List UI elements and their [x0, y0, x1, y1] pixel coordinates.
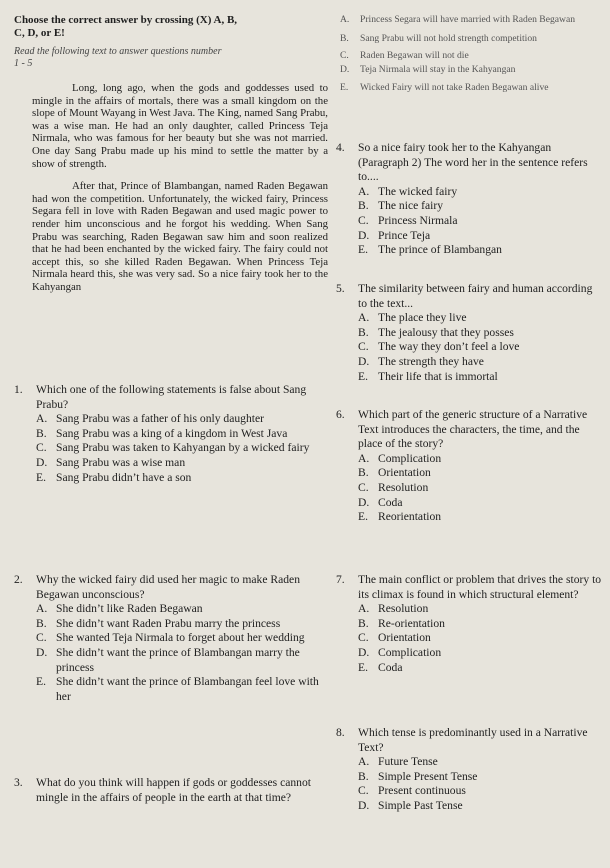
question-number: 2. — [14, 573, 23, 586]
question-number: 7. — [336, 573, 345, 586]
question-6 — [336, 408, 602, 525]
question-7 — [336, 573, 602, 675]
option-b[interactable]: B. Sang Prabu was a king of a kingdom in West Java — [36, 426, 288, 440]
question-number: 8. — [336, 726, 345, 739]
option-a[interactable]: A. The place they live — [358, 311, 467, 325]
option-b[interactable]: B. She didn’t want Raden Prabu marry the princess — [36, 616, 281, 630]
option-a[interactable]: A. Resolution — [358, 602, 429, 616]
question-number: 6. — [336, 408, 345, 421]
story-paragraph-1: Long, long ago, when the gods and goddesses used to mingle in the affairs of mortals, there was a small kingdom on the slope of Mount Wayang in West Java. The King, named Sang Prabu, was a wise man. He had an only daughter, called Princess Teja Nirmala, who was famous for her beauty but she was not married. One day Sang Prabu made up his mind to settle the matter by a show of strength. — [32, 82, 328, 170]
option-a[interactable]: A. Princess Segara will have married with Raden Begawan — [340, 14, 575, 25]
question-text: Which one of the following statements is false about Sang Prabu? — [36, 383, 307, 411]
option-d[interactable]: D. Sang Prabu was a wise man — [36, 455, 186, 469]
option-b[interactable]: B. Re-orientation — [358, 616, 445, 630]
instruction-line-2: C, D, or E! — [14, 27, 65, 39]
question-4 — [336, 141, 602, 258]
option-a[interactable]: A. Future Tense — [358, 755, 438, 769]
option-b[interactable]: B. The nice fairy — [358, 199, 444, 213]
option-d[interactable]: D. Coda — [358, 495, 403, 509]
question-1 — [14, 383, 330, 485]
option-c[interactable]: C. Princess Nirmala — [358, 213, 458, 227]
question-text: Which part of the generic structure of a Narrative Text introduces the characters, the time, and the place of the story? — [358, 408, 588, 451]
question-number: 5. — [336, 282, 345, 295]
question-number: 3. — [14, 776, 23, 789]
option-b[interactable]: B. The jealousy that they posses — [358, 325, 514, 339]
option-e[interactable]: E. Wicked Fairy will not take Raden Begawan alive — [340, 82, 549, 93]
option-c[interactable]: C. She wanted Teja Nirmala to forget about her wedding — [36, 631, 305, 645]
option-a[interactable]: A. Complication — [358, 451, 442, 465]
question-3 — [14, 776, 330, 805]
question-text: The similarity between fairy and human according to the text... — [358, 282, 593, 310]
option-c[interactable]: C. Orientation — [358, 631, 431, 645]
option-e[interactable]: E. Coda — [358, 660, 403, 674]
instruction-line-1: Choose the correct answer by crossing (X) A, B, — [14, 14, 238, 26]
option-d[interactable]: D. Prince Teja — [358, 228, 431, 242]
instructions — [14, 14, 314, 40]
option-c[interactable]: C. The way they don’t feel a love — [358, 340, 520, 354]
question-text: So a nice fairy took her to the Kahyangan (Paragraph 2) The word her in the sentence refers to.... — [358, 141, 588, 184]
option-c[interactable]: C. Sang Prabu was taken to Kahyangan by a wicked fairy — [36, 441, 310, 455]
read-note-line-1: Read the following text to answer questions number — [14, 46, 222, 57]
question-text: What do you think will happen if gods or goddesses cannot mingle in the affairs of people in the earth at that time? — [36, 776, 311, 804]
option-e[interactable]: E. Reorientation — [358, 510, 442, 524]
question-2 — [14, 573, 330, 704]
question-number: 1. — [14, 383, 23, 396]
option-d[interactable]: D. Teja Nirmala will stay in the Kahyangan — [340, 63, 516, 75]
option-b[interactable]: B. Sang Prabu will not hold strength competition — [340, 32, 537, 44]
option-b[interactable]: B. Orientation — [358, 466, 431, 480]
option-a[interactable]: A. The wicked fairy — [358, 184, 458, 198]
option-c[interactable]: C. Present continuous — [358, 784, 466, 798]
question-text: The main conflict or problem that drives the story to its climax is found in which structural element? — [358, 573, 602, 601]
read-note-line-2: 1 - 5 — [14, 58, 33, 69]
option-c[interactable]: C. Resolution — [358, 480, 429, 494]
story-paragraph-2: After that, Prince of Blambangan, named Raden Begawan had won the competition. Unfortunately, the wicked fairy, Princess Segara fell in love with Raden Begawan and used magic power to render him unconscious and he forgot his wedding. When Sang Prabu was searching, Raden Begawan saw him and soon realized that he had been enchanted by the wicked fairy. The fairy could not accept this, so she killed Raden Begawan. When Princess Teja Nirmala heard this, she was very sad. So a nice fairy took her to the Kahyangan — [32, 180, 328, 293]
question-text: Which tense is predominantly used in a Narrative Text? — [358, 726, 588, 754]
option-a[interactable]: A. She didn’t like Raden Begawan — [36, 602, 203, 616]
question-number: 4. — [336, 141, 345, 154]
question-5 — [336, 282, 602, 384]
option-e[interactable]: E. The prince of Blambangan — [358, 243, 502, 257]
read-note — [14, 46, 314, 70]
option-b[interactable]: B. Simple Present Tense — [358, 769, 478, 783]
option-d[interactable]: D. Simple Past Tense — [358, 798, 463, 812]
option-d[interactable]: D. The strength they have — [358, 354, 484, 368]
option-e[interactable]: E. She didn’t want the prince of Blambangan feel love with her — [36, 675, 319, 703]
top-right-options — [336, 14, 598, 94]
option-c[interactable]: C. Raden Begawan will not die — [340, 50, 469, 61]
option-e[interactable]: E. Their life that is immortal — [358, 369, 498, 383]
option-d[interactable]: D. She didn’t want the prince of Blambangan marry the princess — [36, 645, 300, 674]
option-a[interactable]: A. Sang Prabu was a father of his only daughter — [36, 412, 264, 426]
option-e[interactable]: E. Sang Prabu didn’t have a son — [36, 470, 192, 484]
option-d[interactable]: D. Complication — [358, 645, 442, 659]
question-text: Why the wicked fairy did used her magic to make Raden Begawan unconscious? — [36, 573, 300, 601]
question-8 — [336, 726, 602, 814]
story-text — [32, 82, 328, 294]
